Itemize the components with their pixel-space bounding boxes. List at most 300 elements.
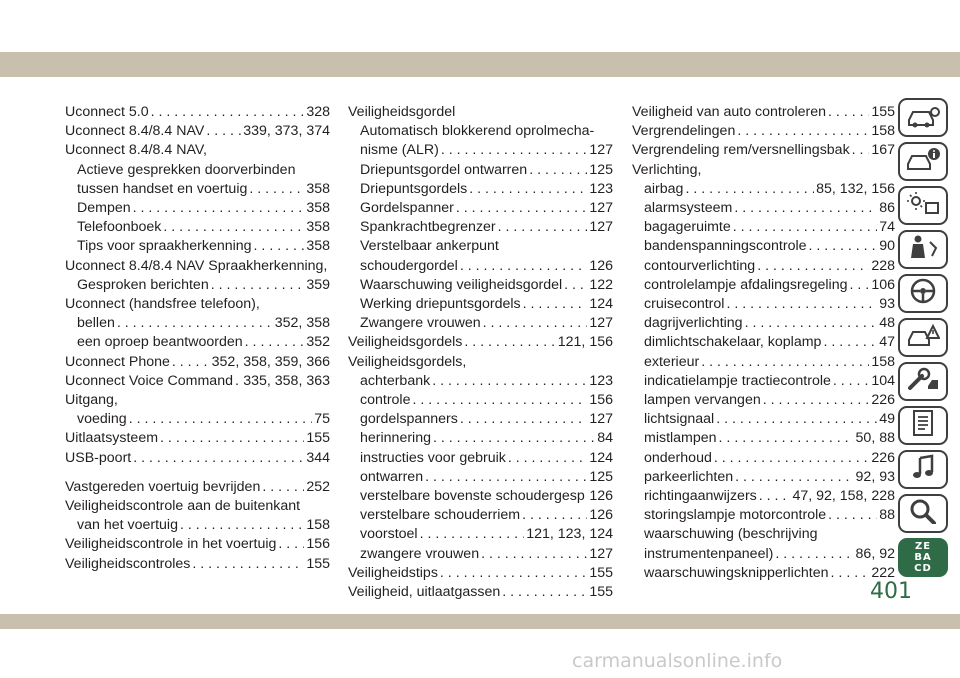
entry-pages[interactable]: 158 — [871, 123, 895, 140]
dot-leader — [833, 372, 869, 391]
entry-pages[interactable]: 123 — [589, 180, 613, 197]
index-entry — [65, 218, 330, 237]
entry-term: van het voertuig — [77, 517, 178, 534]
entry-pages[interactable]: 125 — [589, 468, 613, 485]
dot-leader — [775, 545, 853, 564]
airbag-person-icon — [906, 234, 940, 265]
dashboard-lights-icon — [906, 190, 940, 221]
index-entry — [348, 391, 613, 410]
entry-pages[interactable]: 358 — [306, 238, 330, 255]
dot-leader — [172, 353, 210, 372]
entry-pages[interactable]: 156 — [589, 392, 613, 409]
entry-pages[interactable]: 344 — [306, 449, 330, 466]
entry-pages[interactable]: 222 — [871, 564, 895, 581]
index-entry: waarschuwing (beschrijving — [644, 526, 818, 543]
entry-term: USB-poort — [65, 449, 132, 466]
dot-leader — [502, 583, 587, 602]
entry-term: indicatielampje tractiecontrole — [644, 372, 831, 389]
entry-term: Dempen — [77, 200, 131, 217]
entry-term: Zwangere vrouwen — [360, 315, 481, 332]
entry-pages[interactable]: 156 — [306, 536, 330, 553]
dot-leader — [129, 410, 313, 429]
index-entry — [632, 391, 895, 410]
dot-leader — [206, 122, 241, 141]
entry-pages[interactable]: 85, 132, 156 — [816, 180, 895, 197]
entry-term: voeding — [77, 411, 127, 428]
dot-leader — [481, 545, 587, 564]
entry-pages[interactable]: 90 — [879, 238, 895, 255]
entry-pages[interactable]: 358 — [306, 200, 330, 217]
index-entry — [65, 122, 330, 141]
entry-term: nisme (ALR) — [360, 142, 439, 159]
dot-leader — [432, 372, 587, 391]
entry-pages[interactable]: 167 — [871, 142, 895, 159]
tab-index[interactable] — [898, 538, 948, 577]
entry-pages[interactable]: 126 — [589, 257, 613, 274]
entry-pages[interactable]: 127 — [589, 200, 613, 217]
dot-leader — [440, 564, 587, 583]
dot-leader — [701, 353, 869, 372]
index-entry — [632, 180, 895, 199]
dot-leader — [412, 391, 587, 410]
tab-car-steering[interactable] — [898, 98, 948, 137]
index-entry: Veiligheidscontrole aan de buitenkant — [65, 498, 301, 515]
entry-pages[interactable]: 122 — [589, 276, 613, 293]
entry-pages[interactable]: 104 — [871, 372, 895, 389]
dot-leader — [809, 237, 878, 256]
tab-airbag-person[interactable] — [898, 230, 948, 269]
entry-term: instrumentenpaneel) — [644, 545, 774, 562]
index-column-3 — [632, 103, 895, 583]
entry-pages[interactable]: 125 — [589, 161, 613, 178]
entry-term: alarmsysteem — [644, 200, 733, 217]
entry-pages[interactable]: 88 — [879, 507, 895, 524]
entry-term: Veiligheidstips — [348, 564, 438, 581]
entry-pages[interactable]: 47 — [879, 334, 895, 351]
index-entry — [65, 478, 330, 497]
dot-leader — [163, 218, 304, 237]
entry-pages[interactable]: 352, 358, 359, 366 — [211, 353, 330, 370]
index-entry: Verlichting, — [632, 161, 702, 178]
index-entry — [632, 353, 895, 372]
index-icon — [914, 541, 932, 574]
dot-leader — [757, 257, 869, 276]
dot-leader — [245, 333, 305, 352]
tab-wrench-car[interactable] — [898, 362, 948, 401]
index-entry: Uconnect (handsfree telefoon), — [65, 296, 260, 313]
wrench-car-icon — [906, 366, 940, 397]
index-entry — [65, 103, 330, 122]
entry-term: mistlampen — [644, 430, 717, 447]
index-entry — [348, 487, 613, 506]
dot-leader — [823, 333, 877, 352]
index-entry — [632, 103, 895, 122]
index-entry — [348, 276, 613, 295]
entry-term: cruisecontrol — [644, 296, 725, 313]
index-entry — [65, 410, 330, 429]
index-entry: Veiligheidsgordels, — [348, 353, 467, 370]
entry-term: airbag — [644, 180, 684, 197]
index-entry — [632, 218, 895, 237]
entry-term: lampen vervangen — [644, 392, 761, 409]
entry-pages[interactable]: 121, 156 — [557, 334, 613, 351]
entry-term: Veiligheid, uitlaatgassen — [348, 584, 501, 601]
index-entry — [348, 429, 613, 448]
dot-leader — [587, 487, 588, 506]
index-entry — [65, 180, 330, 199]
dot-leader — [211, 276, 305, 295]
entry-pages[interactable]: 84 — [597, 430, 613, 447]
tab-music-note[interactable] — [898, 450, 948, 489]
entry-term: Gesproken berichten — [77, 276, 209, 293]
entry-pages[interactable]: 158 — [871, 353, 895, 370]
index-letter: A — [922, 552, 932, 563]
entry-pages[interactable]: 93 — [879, 296, 895, 313]
entry-term: verstelbare schouderriem — [360, 507, 521, 524]
entry-term: dimlichtschakelaar, koplamp — [644, 334, 822, 351]
entry-term: Telefoonboek — [77, 219, 162, 236]
tab-dashboard-lights[interactable] — [898, 186, 948, 225]
dot-leader — [433, 429, 595, 448]
dot-leader — [425, 468, 587, 487]
index-entry — [348, 141, 613, 160]
index-entry — [65, 276, 330, 295]
dot-leader — [529, 161, 587, 180]
dot-leader — [469, 180, 587, 199]
dot-leader — [262, 478, 304, 497]
entry-term: controlelampje afdalingsregeling — [644, 276, 848, 293]
entry-term: lichtsignaal — [644, 411, 715, 428]
entry-term: Waarschuwing veiligheidsgordel — [360, 276, 563, 293]
index-entry — [65, 372, 330, 391]
index-entry — [65, 314, 330, 333]
entry-pages[interactable]: 127 — [589, 545, 613, 562]
entry-term: exterieur — [644, 353, 700, 370]
index-letter: C — [914, 563, 923, 574]
index-entry — [632, 122, 895, 141]
entry-term: voorstoel — [360, 526, 418, 543]
dot-leader — [483, 314, 588, 333]
dot-leader — [719, 429, 854, 448]
index-entry — [348, 180, 613, 199]
dot-leader — [180, 516, 304, 535]
tab-car-info[interactable] — [898, 142, 948, 181]
dot-leader — [745, 314, 878, 333]
dot-leader — [733, 218, 877, 237]
entry-pages[interactable]: 123 — [589, 372, 613, 389]
watermark: carmanualsonline.info — [572, 650, 783, 672]
entry-pages[interactable]: 226 — [871, 392, 895, 409]
entry-term: Veiligheidscontroles — [65, 555, 191, 572]
entry-term: Uconnect 8.4/8.4 NAV — [65, 123, 205, 140]
index-entry — [65, 429, 330, 448]
entry-pages[interactable]: 155 — [871, 104, 895, 120]
index-letter: E — [923, 541, 932, 552]
dot-leader — [831, 564, 870, 583]
section-gap — [65, 468, 330, 478]
entry-pages[interactable]: 106 — [871, 276, 895, 293]
dot-leader — [522, 506, 587, 525]
entry-term: een oproep beantwoorden — [77, 334, 243, 351]
dot-leader — [254, 237, 305, 256]
entry-term: Driepuntsgordels — [360, 180, 468, 197]
entry-term: Veiligheidscontrole in het voertuig — [65, 536, 277, 553]
index-entry — [632, 487, 895, 506]
dot-leader — [849, 276, 869, 295]
dot-leader — [498, 218, 588, 237]
index-entry — [632, 237, 895, 256]
entry-term: gordelspanners — [360, 411, 458, 428]
index-entry: Uconnect 8.4/8.4 NAV Spraakherkenning, — [65, 257, 328, 274]
entry-pages[interactable]: 252 — [306, 478, 330, 495]
entry-pages[interactable]: 86 — [879, 200, 895, 217]
entry-pages[interactable]: 155 — [589, 564, 613, 581]
entry-pages[interactable]: 155 — [306, 430, 330, 447]
entry-term: storingslampje motorcontrole — [644, 507, 827, 524]
entry-term: tussen handset en voertuig — [77, 180, 248, 197]
entry-term: richtingaanwijzers — [644, 488, 757, 505]
dot-leader — [460, 410, 588, 429]
tab-magnifier[interactable] — [898, 494, 948, 533]
entry-pages[interactable]: 158 — [306, 517, 330, 534]
dot-leader — [456, 199, 587, 218]
dot-leader — [460, 257, 588, 276]
dot-leader — [117, 314, 273, 333]
dot-leader — [852, 141, 870, 160]
entry-pages[interactable]: 352, 358 — [274, 315, 330, 332]
entry-term: herinnering — [360, 430, 431, 447]
entry-term: Werking driepuntsgordels — [360, 296, 521, 313]
entry-pages[interactable]: 121, 123, 124 — [526, 526, 613, 543]
bottom-band — [0, 614, 960, 629]
dot-leader — [763, 391, 870, 410]
entry-pages[interactable]: 124 — [589, 296, 613, 313]
index-entry — [348, 583, 613, 602]
index-entry — [348, 410, 613, 429]
dot-leader — [716, 410, 877, 429]
index-entry — [632, 506, 895, 525]
entry-term: contourverlichting — [644, 257, 756, 274]
dot-leader — [235, 372, 241, 391]
entry-term: Spankrachtbegrenzer — [360, 219, 496, 236]
entry-pages[interactable]: 352 — [306, 334, 330, 351]
top-band — [0, 52, 960, 77]
index-entry: Veiligheidsgordel — [348, 104, 456, 120]
entry-pages[interactable]: 127 — [589, 219, 613, 236]
index-entry — [65, 237, 330, 256]
entry-term: Driepuntsgordel ontwarren — [360, 161, 528, 178]
dot-leader — [160, 429, 304, 448]
car-emergency-icon — [906, 322, 940, 353]
index-letter: B — [914, 552, 923, 563]
entry-pages[interactable]: 126 — [589, 488, 613, 505]
dot-leader — [735, 468, 853, 487]
entry-term: verstelbare bovenste schoudergesp — [360, 488, 585, 505]
entry-term: onderhoud — [644, 449, 712, 466]
index-column-1 — [65, 103, 330, 574]
dot-leader — [737, 122, 869, 141]
entry-term: Vergrendeling rem/versnellingsbak — [632, 142, 850, 159]
index-entry — [632, 468, 895, 487]
entry-pages[interactable]: 48 — [879, 315, 895, 332]
entry-term: controle — [360, 392, 411, 409]
dot-leader — [726, 295, 877, 314]
entry-pages[interactable]: 50, 88 — [855, 430, 895, 447]
index-entry — [348, 161, 613, 180]
tab-spec-sheet[interactable] — [898, 406, 948, 445]
entry-pages[interactable]: 155 — [589, 584, 613, 601]
index-entry — [632, 372, 895, 391]
entry-pages[interactable]: 358 — [306, 219, 330, 236]
entry-term: Uconnect Phone — [65, 353, 170, 370]
entry-pages[interactable]: 358 — [306, 180, 330, 197]
entry-term: waarschuwingsknipperlichten — [644, 564, 829, 581]
dot-leader — [420, 525, 525, 544]
dot-leader — [828, 103, 869, 122]
index-letter: Z — [914, 541, 924, 552]
index-entry — [632, 449, 895, 468]
index-entry — [632, 257, 895, 276]
dot-leader — [734, 199, 877, 218]
entry-term: Tips voor spraakherkenning — [77, 238, 252, 255]
dot-leader — [685, 180, 814, 199]
entry-pages[interactable]: 335, 358, 363 — [243, 372, 330, 389]
dot-leader — [759, 487, 791, 506]
entry-pages[interactable]: 74 — [879, 219, 895, 236]
index-entry — [632, 141, 895, 160]
entry-term: Vergrendelingen — [632, 123, 736, 140]
index-entry — [632, 314, 895, 333]
magnifier-icon — [906, 498, 940, 529]
index-entry — [348, 545, 613, 564]
index-entry: Verstelbaar ankerpunt — [360, 238, 499, 255]
index-entry — [348, 506, 613, 525]
index-entry — [348, 564, 613, 583]
music-note-icon — [906, 454, 940, 485]
entry-pages[interactable]: 47, 92, 158, 228 — [792, 488, 895, 505]
entry-term: bandenspanningscontrole — [644, 238, 807, 255]
car-info-icon — [906, 146, 940, 177]
entry-term: Gordelspanner — [360, 200, 454, 217]
entry-term: achterbank — [360, 372, 431, 389]
dot-leader — [192, 555, 304, 574]
entry-term: Vastgereden voertuig bevrijden — [65, 478, 261, 495]
dot-leader — [151, 103, 305, 122]
index-column-2 — [348, 103, 613, 602]
dot-leader — [133, 449, 304, 468]
index-entry — [65, 449, 330, 468]
index-entry — [65, 555, 330, 574]
index-entry — [348, 372, 613, 391]
entry-pages[interactable]: 226 — [871, 449, 895, 466]
dot-leader — [441, 141, 587, 160]
tab-steering-wheel[interactable] — [898, 274, 948, 313]
dot-leader — [523, 295, 588, 314]
index-entry — [65, 353, 330, 372]
index-entry — [348, 449, 613, 468]
entry-pages[interactable]: 339, 373, 374 — [243, 123, 330, 140]
index-entry: Uitgang, — [65, 392, 118, 409]
spec-sheet-icon — [906, 410, 940, 441]
index-entry — [348, 295, 613, 314]
dot-leader — [249, 180, 304, 199]
entry-term: schoudergordel — [360, 257, 458, 274]
index-entry — [632, 295, 895, 314]
entry-pages[interactable]: 124 — [589, 449, 613, 466]
entry-pages[interactable]: 86, 92 — [855, 545, 895, 562]
entry-pages[interactable]: 127 — [589, 315, 613, 332]
entry-pages[interactable]: 49 — [879, 411, 895, 428]
entry-term: Veiligheid van auto controleren — [632, 104, 827, 120]
entry-term: dagrijverlichting — [644, 315, 743, 332]
dot-leader — [278, 535, 304, 554]
index-entry — [632, 276, 895, 295]
entry-pages[interactable]: 75 — [314, 411, 330, 428]
entry-pages[interactable]: 155 — [306, 555, 330, 572]
index-entry — [632, 199, 895, 218]
steering-wheel-icon — [906, 278, 940, 309]
entry-term: Uitlaatsysteem — [65, 430, 159, 447]
index-entry — [348, 468, 613, 487]
index-entry — [632, 429, 895, 448]
index-entry — [632, 410, 895, 429]
entry-term: Veiligheidsgordels — [348, 334, 463, 351]
dot-leader — [714, 449, 869, 468]
index-entry: Uconnect 8.4/8.4 NAV, — [65, 142, 207, 159]
index-entry — [348, 314, 613, 333]
index-entry — [348, 257, 613, 276]
entry-term: bagageruimte — [644, 219, 731, 236]
entry-pages[interactable]: 127 — [589, 411, 613, 428]
entry-pages[interactable]: 126 — [589, 507, 613, 524]
index-entry — [65, 199, 330, 218]
index-entry — [632, 545, 895, 564]
index-entry — [348, 333, 613, 352]
page-number: 401 — [870, 579, 912, 604]
index-letter: D — [922, 563, 932, 574]
dot-leader — [564, 276, 587, 295]
index-entry — [65, 333, 330, 352]
entry-term: parkeerlichten — [644, 468, 734, 485]
entry-term: instructies voor gebruik — [360, 449, 506, 466]
car-steering-icon — [906, 102, 940, 133]
index-entry — [632, 564, 895, 583]
index-entry — [348, 218, 613, 237]
entry-pages[interactable]: 328 — [306, 104, 330, 120]
entry-term: bellen — [77, 315, 115, 332]
entry-term: ontwarren — [360, 468, 424, 485]
dot-leader — [464, 333, 555, 352]
entry-pages[interactable]: 228 — [871, 257, 895, 274]
entry-term: Uconnect 5.0 — [65, 104, 149, 120]
tab-car-emergency[interactable] — [898, 318, 948, 357]
index-entry: Automatisch blokkerend oprolmecha- — [360, 123, 595, 140]
entry-pages[interactable]: 359 — [306, 276, 330, 293]
entry-pages[interactable]: 127 — [589, 142, 613, 159]
entry-pages[interactable]: 92, 93 — [855, 468, 895, 485]
index-entry — [348, 199, 613, 218]
index-entry — [632, 333, 895, 352]
dot-leader — [828, 506, 877, 525]
index-entry: Actieve gesprekken doorverbinden — [77, 161, 296, 178]
dot-leader — [133, 199, 305, 218]
index-entry — [348, 525, 613, 544]
entry-term: Uconnect Voice Command — [65, 372, 233, 389]
index-entry — [65, 516, 330, 535]
entry-term: zwangere vrouwen — [360, 545, 480, 562]
index-entry — [65, 535, 330, 554]
dot-leader — [508, 449, 587, 468]
